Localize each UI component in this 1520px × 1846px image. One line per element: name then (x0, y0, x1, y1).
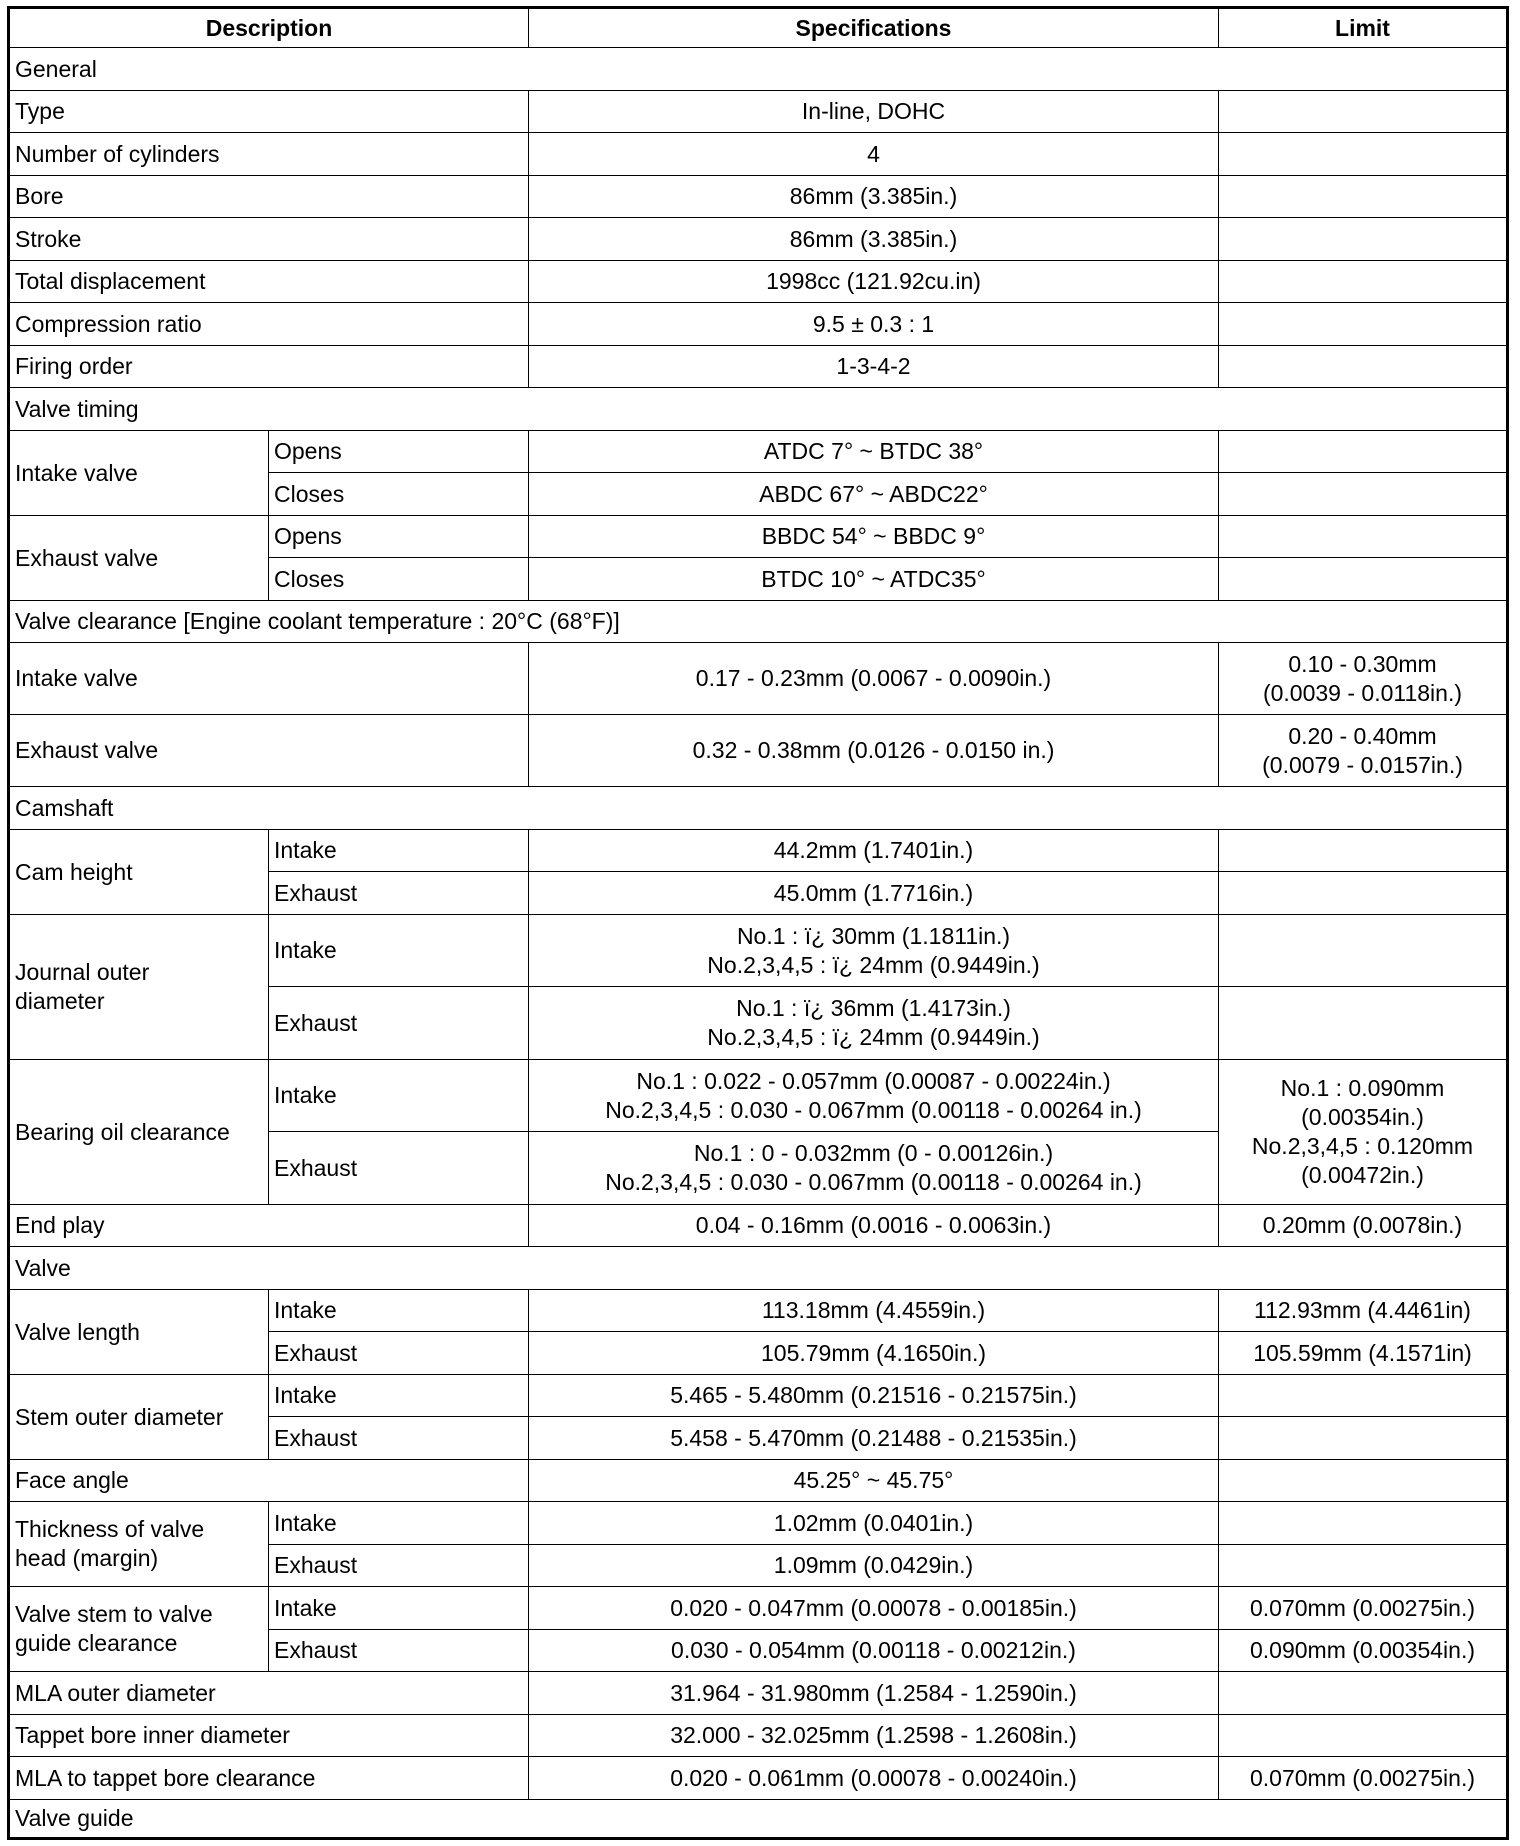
row-label: Stroke (9, 218, 529, 261)
row-spec (529, 1060, 1219, 1132)
table-row (9, 1757, 1508, 1800)
row-sublabel: Intake (269, 1587, 529, 1630)
header-description: Description (9, 8, 529, 48)
row-sublabel: Intake (269, 830, 529, 872)
row-spec: 86mm (3.385in.) (529, 218, 1219, 261)
table-row (9, 1060, 1508, 1132)
row-limit: 0.070mm (0.00275in.) (1219, 1587, 1508, 1630)
table-row (9, 346, 1508, 388)
row-spec: 5.458 - 5.470mm (0.21488 - 0.21535in.) (529, 1417, 1219, 1460)
row-limit: 0.20mm (0.0078in.) (1219, 1205, 1508, 1247)
row-spec: 0.17 - 0.23mm (0.0067 - 0.0090in.) (529, 643, 1219, 715)
section-title-camshaft: Camshaft (9, 787, 1508, 830)
row-label: Stem outer diameter (9, 1375, 269, 1460)
spec-line: No.1 : ï¿ 30mm (1.1811in.) (736, 922, 1011, 949)
row-limit (1219, 133, 1508, 176)
spec-line: No.2,3,4,5 : ï¿ 24mm (0.9449in.) (707, 1024, 1040, 1050)
row-label: Face angle (9, 1460, 529, 1502)
row-spec: 113.18mm (4.4559in.) (529, 1290, 1219, 1332)
row-sublabel: Exhaust (269, 987, 529, 1060)
table-row (9, 1205, 1508, 1247)
row-sublabel: Exhaust (269, 1545, 529, 1587)
row-limit (1219, 1715, 1508, 1757)
label-line: Journal outer (15, 959, 150, 985)
row-spec: 9.5 ± 0.3 : 1 (529, 303, 1219, 346)
row-sublabel: Exhaust (269, 1630, 529, 1672)
table-row (9, 915, 1508, 987)
row-limit (1219, 303, 1508, 346)
row-spec: BBDC 54° ~ BBDC 9° (529, 516, 1219, 558)
row-label: End play (9, 1205, 529, 1247)
row-spec: 86mm (3.385in.) (529, 176, 1219, 218)
row-spec: 105.79mm (4.1650in.) (529, 1332, 1219, 1375)
row-spec: 5.465 - 5.480mm (0.21516 - 0.21575in.) (529, 1375, 1219, 1417)
header-limit: Limit (1219, 8, 1508, 48)
row-spec: In-line, DOHC (529, 91, 1219, 133)
row-label: Cam height (9, 830, 269, 915)
row-spec: 1998cc (121.92cu.in) (529, 261, 1219, 303)
row-label: MLA to tappet bore clearance (9, 1757, 529, 1800)
label-line: guide clearance (15, 1630, 178, 1656)
row-label: MLA outer diameter (9, 1672, 529, 1715)
spec-line: No.1 : ï¿ 36mm (1.4173in.) (736, 995, 1011, 1021)
table-row (9, 830, 1508, 872)
table-row (9, 1375, 1508, 1417)
table-row (9, 133, 1508, 176)
row-sublabel: Intake (269, 1502, 529, 1545)
row-spec: 4 (529, 133, 1219, 176)
label-line: Thickness of valve (15, 1516, 205, 1542)
section-row-valve-timing (9, 388, 1508, 431)
row-spec (529, 1132, 1219, 1205)
row-spec: 45.0mm (1.7716in.) (529, 872, 1219, 915)
row-sublabel: Exhaust (269, 872, 529, 915)
row-label: Valve length (9, 1290, 269, 1375)
limit-line: No.1 : 0.090mm (1280, 1075, 1445, 1101)
label-line: Valve stem to valve (15, 1601, 213, 1627)
row-label: Total displacement (9, 261, 529, 303)
header-specifications: Specifications (529, 8, 1219, 48)
row-limit (1219, 1375, 1508, 1417)
limit-line: 0.20 - 0.40mm (1288, 722, 1437, 749)
row-limit (1219, 1672, 1508, 1715)
table-row (9, 715, 1508, 787)
row-limit (1219, 1417, 1508, 1460)
row-limit: 0.070mm (0.00275in.) (1219, 1757, 1508, 1800)
row-limit (1219, 915, 1508, 987)
row-sublabel: Intake (269, 915, 529, 987)
spec-line: No.1 : 0.022 - 0.057mm (0.00087 - 0.00224in.) (636, 1067, 1111, 1094)
table-row (9, 1290, 1508, 1332)
row-spec: 31.964 - 31.980mm (1.2584 - 1.2590in.) (529, 1672, 1219, 1715)
row-limit (1219, 431, 1508, 473)
row-sublabel: Opens (269, 516, 529, 558)
row-limit (1219, 91, 1508, 133)
row-limit (1219, 516, 1508, 558)
limit-line: (0.0039 - 0.0118in.) (1262, 679, 1463, 706)
row-limit (1219, 346, 1508, 388)
row-label (9, 915, 269, 1060)
row-label (9, 1502, 269, 1587)
spec-line: No.2,3,4,5 : 0.030 - 0.067mm (0.00118 - 0.00264 in.) (605, 1169, 1142, 1195)
limit-line: (0.00472in.) (1301, 1162, 1424, 1188)
row-limit (1219, 872, 1508, 915)
engine-spec-table (7, 6, 1509, 1840)
section-row-valve-clearance (9, 601, 1508, 643)
row-label: Compression ratio (9, 303, 529, 346)
section-title-valve-timing: Valve timing (9, 388, 1508, 431)
table-row (9, 516, 1508, 558)
row-limit (1219, 715, 1508, 787)
row-sublabel: Intake (269, 1375, 529, 1417)
spec-line: No.2,3,4,5 : ï¿ 24mm (0.9449in.) (707, 951, 1040, 978)
row-sublabel: Intake (269, 1290, 529, 1332)
row-label: Exhaust valve (9, 715, 529, 787)
section-title-valve: Valve (9, 1247, 1508, 1290)
row-limit (1219, 830, 1508, 872)
row-sublabel: Exhaust (269, 1332, 529, 1375)
row-sublabel: Opens (269, 431, 529, 473)
table-row (9, 303, 1508, 346)
section-title-valve-clearance: Valve clearance [Engine coolant temperature : 20°C (68°F)] (9, 601, 1508, 643)
row-spec: 0.32 - 0.38mm (0.0126 - 0.0150 in.) (529, 715, 1219, 787)
row-spec: 0.030 - 0.054mm (0.00118 - 0.00212in.) (529, 1630, 1219, 1672)
section-title-general: General (9, 48, 1508, 91)
row-sublabel: Closes (269, 473, 529, 516)
row-label: Intake valve (9, 431, 269, 516)
limit-line: No.2,3,4,5 : 0.120mm (1251, 1133, 1474, 1159)
spec-line: No.2,3,4,5 : 0.030 - 0.067mm (0.00118 - 0.00264 in.) (605, 1096, 1142, 1123)
table-row (9, 1715, 1508, 1757)
row-limit (1219, 176, 1508, 218)
row-spec: 1.09mm (0.0429in.) (529, 1545, 1219, 1587)
row-limit (1219, 1502, 1508, 1545)
row-limit (1219, 473, 1508, 516)
table-row (9, 218, 1508, 261)
row-spec: 1-3-4-2 (529, 346, 1219, 388)
section-row-valve-guide (9, 1800, 1508, 1839)
table-row (9, 176, 1508, 218)
row-limit (1219, 643, 1508, 715)
limit-line: (0.0079 - 0.0157in.) (1262, 751, 1463, 778)
row-spec: ABDC 67° ~ ABDC22° (529, 473, 1219, 516)
header-row (9, 8, 1508, 48)
row-sublabel: Closes (269, 558, 529, 601)
row-spec: 1.02mm (0.0401in.) (529, 1502, 1219, 1545)
row-sublabel: Exhaust (269, 1132, 529, 1205)
row-limit (1219, 1545, 1508, 1587)
row-spec: 0.020 - 0.047mm (0.00078 - 0.00185in.) (529, 1587, 1219, 1630)
row-label: Bore (9, 176, 529, 218)
table-row (9, 643, 1508, 715)
table-row (9, 431, 1508, 473)
row-label: Number of cylinders (9, 133, 529, 176)
section-row-general (9, 48, 1508, 91)
table-row (9, 261, 1508, 303)
row-spec: 45.25° ~ 45.75° (529, 1460, 1219, 1502)
row-limit (1219, 558, 1508, 601)
section-row-valve (9, 1247, 1508, 1290)
row-spec (529, 987, 1219, 1060)
section-title-valve-guide: Valve guide (9, 1800, 1508, 1839)
row-label: Tappet bore inner diameter (9, 1715, 529, 1757)
row-label: Intake valve (9, 643, 529, 715)
row-spec (529, 915, 1219, 987)
limit-line: (0.00354in.) (1301, 1104, 1424, 1130)
table-row (9, 1460, 1508, 1502)
row-label: Type (9, 91, 529, 133)
row-label (9, 1587, 269, 1672)
row-spec: ATDC 7° ~ BTDC 38° (529, 431, 1219, 473)
limit-line: 0.10 - 0.30mm (1288, 650, 1437, 677)
row-sublabel: Intake (269, 1060, 529, 1132)
row-limit (1219, 1060, 1508, 1205)
row-limit (1219, 261, 1508, 303)
row-spec: 44.2mm (1.7401in.) (529, 830, 1219, 872)
row-spec: 0.020 - 0.061mm (0.00078 - 0.00240in.) (529, 1757, 1219, 1800)
section-row-camshaft (9, 787, 1508, 830)
row-label: Bearing oil clearance (9, 1060, 269, 1205)
row-limit: 0.090mm (0.00354in.) (1219, 1630, 1508, 1672)
row-limit (1219, 987, 1508, 1060)
label-line: diameter (15, 988, 105, 1014)
spec-line: No.1 : 0 - 0.032mm (0 - 0.00126in.) (693, 1140, 1054, 1166)
row-limit: 112.93mm (4.4461in) (1219, 1290, 1508, 1332)
row-limit (1219, 218, 1508, 261)
row-sublabel: Exhaust (269, 1417, 529, 1460)
row-limit (1219, 1460, 1508, 1502)
row-spec: 0.04 - 0.16mm (0.0016 - 0.0063in.) (529, 1205, 1219, 1247)
table-row (9, 91, 1508, 133)
row-label: Exhaust valve (9, 516, 269, 601)
row-spec: 32.000 - 32.025mm (1.2598 - 1.2608in.) (529, 1715, 1219, 1757)
row-limit: 105.59mm (4.1571in) (1219, 1332, 1508, 1375)
label-line: head (margin) (15, 1545, 159, 1571)
row-spec: BTDC 10° ~ ATDC35° (529, 558, 1219, 601)
row-label: Firing order (9, 346, 529, 388)
table-row (9, 1502, 1508, 1545)
table-row (9, 1587, 1508, 1630)
table-row (9, 1672, 1508, 1715)
